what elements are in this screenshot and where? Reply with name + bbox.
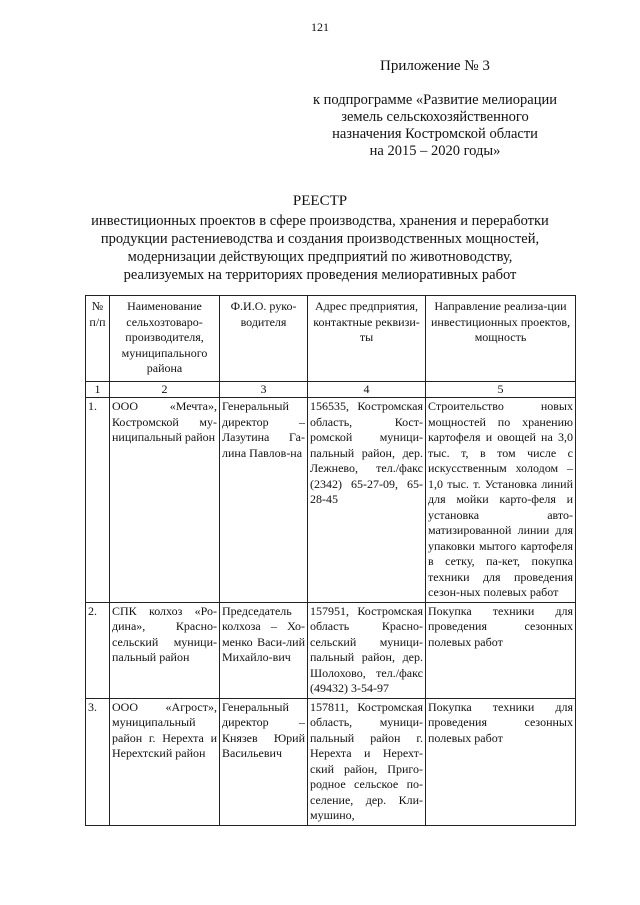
row-address: 156535, Костромская область, Кост-ромской муници-пальный район, дер. Лежнево, тел./факс (2342) 65-27-09, 65-28-45	[308, 398, 426, 603]
header-num: № п/п	[86, 296, 110, 382]
row-name: СПК колхоз «Ро-дина», Красно-сельский муници-пальный район	[110, 602, 220, 698]
column-number: 1	[86, 381, 110, 398]
appendix-subtitle-line: земель сельскохозяйственного	[341, 109, 529, 125]
row-name: ООО «Мечта», Костромской му-ниципальный район	[110, 398, 220, 603]
row-num: 3.	[86, 698, 110, 825]
page-number: 121	[311, 20, 329, 34]
header-name: Наименование сельхозтоваро-производителя, муниципального района	[110, 296, 220, 382]
column-number: 3	[220, 381, 308, 398]
table-row	[86, 698, 576, 825]
column-number-row	[86, 381, 576, 398]
row-head: Председатель колхоза – Хо-менко Васи-лий Михайло-вич	[220, 602, 308, 698]
column-number: 2	[110, 381, 220, 398]
register-title: РЕЕСТР	[292, 193, 348, 209]
header-direction: Направление реализа-ции инвестиционных проектов, мощность	[426, 296, 576, 382]
row-name: ООО «Агрост», муниципальный район г. Нерехта и Нерехтский район	[110, 698, 220, 825]
register-subtitle-line: реализуемых на территориях проведения мелиоративных работ	[123, 267, 517, 283]
appendix-subtitle-line: на 2015 – 2020 годы»	[369, 143, 501, 159]
row-address: 157951, Костромская область Красно-сельский муници-пальный район, дер. Шолохово, тел./факс (49432) 3-54-97	[308, 602, 426, 698]
table-row	[86, 602, 576, 698]
appendix-subtitle	[300, 92, 570, 160]
appendix-title: Приложение № 3	[380, 58, 490, 74]
column-number: 4	[308, 381, 426, 398]
row-head: Генеральный директор – Князев Юрий Васильевич	[220, 698, 308, 825]
row-address: 157811, Костромская область, муници-пальный район г. Нерехта и Нерехт-ский район, Приго-родное сельское по-селение, дер. Кли-мушино,	[308, 698, 426, 825]
column-number: 5	[426, 381, 576, 398]
registry-table	[85, 295, 576, 826]
table-header-row	[86, 296, 576, 382]
appendix-subtitle-line: назначения Костромской области	[332, 126, 538, 142]
row-direction: Покупка техники для проведения сезонных полевых работ	[426, 698, 576, 825]
register-subtitle-line: модернизации действующих предприятий по животноводству,	[127, 249, 513, 265]
header-head: Ф.И.О. руко-водителя	[220, 296, 308, 382]
appendix-subtitle-line: к подпрограмме «Развитие мелиорации	[312, 92, 557, 108]
row-direction: Строительство новых мощностей по хранению картофеля и овощей на 3,0 тыс. т, в том числе с искусственным холодом – 1,0 тыс. т. Установка линий для мойки карто-феля и установка авто-матизированной линии для упаковки мытого картофеля в сетку, па-кет, покупка техники для проведения сезон-ных полевых работ	[426, 398, 576, 603]
row-num: 2.	[86, 602, 110, 698]
row-direction: Покупка техники для проведения сезонных полевых работ	[426, 602, 576, 698]
header-address: Адрес предприятия, контактные реквизи-ты	[308, 296, 426, 382]
row-head: Генеральный директор – Лазутина Га-лина Павлов-на	[220, 398, 308, 603]
register-subtitle-line: продукции растениеводства и создания производственных мощностей,	[100, 231, 540, 247]
register-subtitle-line: инвестиционных проектов в сфере производства, хранения и переработки	[91, 213, 549, 229]
row-num: 1.	[86, 398, 110, 603]
register-subtitle	[60, 212, 580, 284]
table-row	[86, 398, 576, 603]
